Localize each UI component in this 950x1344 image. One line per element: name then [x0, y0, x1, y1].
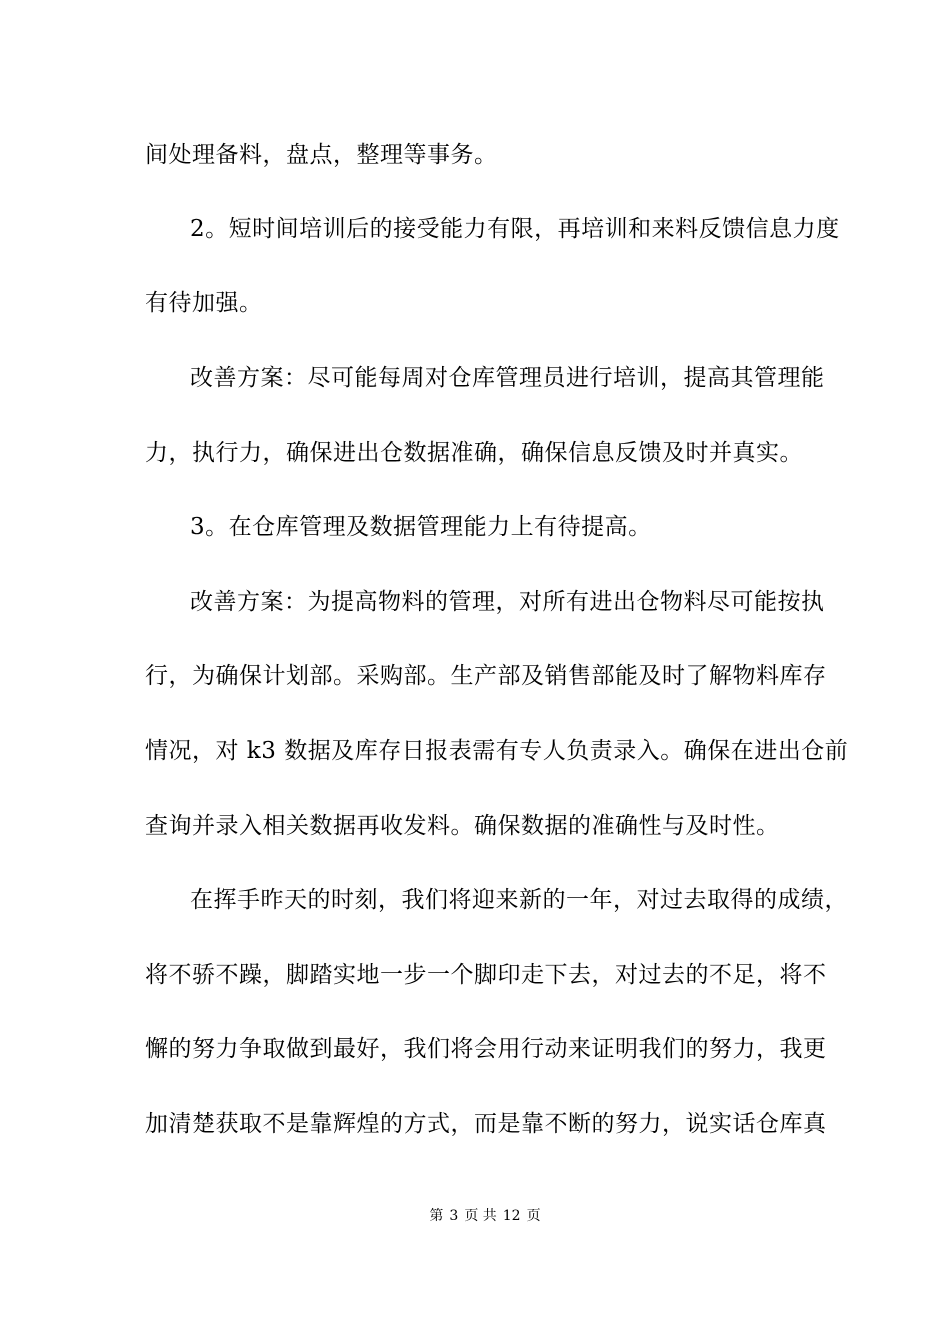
footer-current-page: 3 [449, 1208, 459, 1224]
text-line: 力，执行力，确保进出仓数据准确，确保信息反馈及时并真实。 [145, 440, 803, 466]
text-line: 改善方案：尽可能每周对仓库管理员进行培训，提高其管理能 [190, 365, 825, 391]
footer-prefix: 第 [429, 1208, 444, 1224]
text-line: 行，为确保计划部。采购部。生产部及销售部能及时了解物料库存 [145, 663, 827, 689]
text-line: 2。短时间培训后的接受能力有限，再培训和来料反馈信息力度 [190, 216, 840, 242]
footer-middle: 页 共 [464, 1208, 497, 1224]
text-line: 将不骄不躁，脚踏实地一步一个脚印走下去，对过去的不足，将不 [145, 962, 827, 988]
footer-total-pages: 12 [502, 1208, 521, 1224]
text-line: 间处理备料，盘点，整理等事务。 [145, 142, 498, 168]
text-line: 查询并录入相关数据再收发料。确保数据的准确性与及时性。 [145, 813, 780, 839]
text-line: 懈的努力争取做到最好，我们将会用行动来证明我们的努力，我更 [145, 1036, 827, 1062]
footer-suffix: 页 [526, 1208, 541, 1224]
text-line: 有待加强。 [145, 290, 263, 316]
page-footer [0, 1206, 950, 1226]
text-line: 改善方案：为提高物料的管理，对所有进出仓物料尽可能按执 [190, 589, 825, 615]
text-line: 情况，对 k3 数据及库存日报表需有专人负责录入。确保在进出仓前 [145, 738, 849, 764]
text-line: 加清楚获取不是靠辉煌的方式，而是靠不断的努力，说实话仓库真 [145, 1111, 827, 1137]
text-line: 在挥手昨天的时刻，我们将迎来新的一年，对过去取得的成绩， [190, 887, 848, 913]
text-line: 3。在仓库管理及数据管理能力上有待提高。 [190, 514, 652, 540]
